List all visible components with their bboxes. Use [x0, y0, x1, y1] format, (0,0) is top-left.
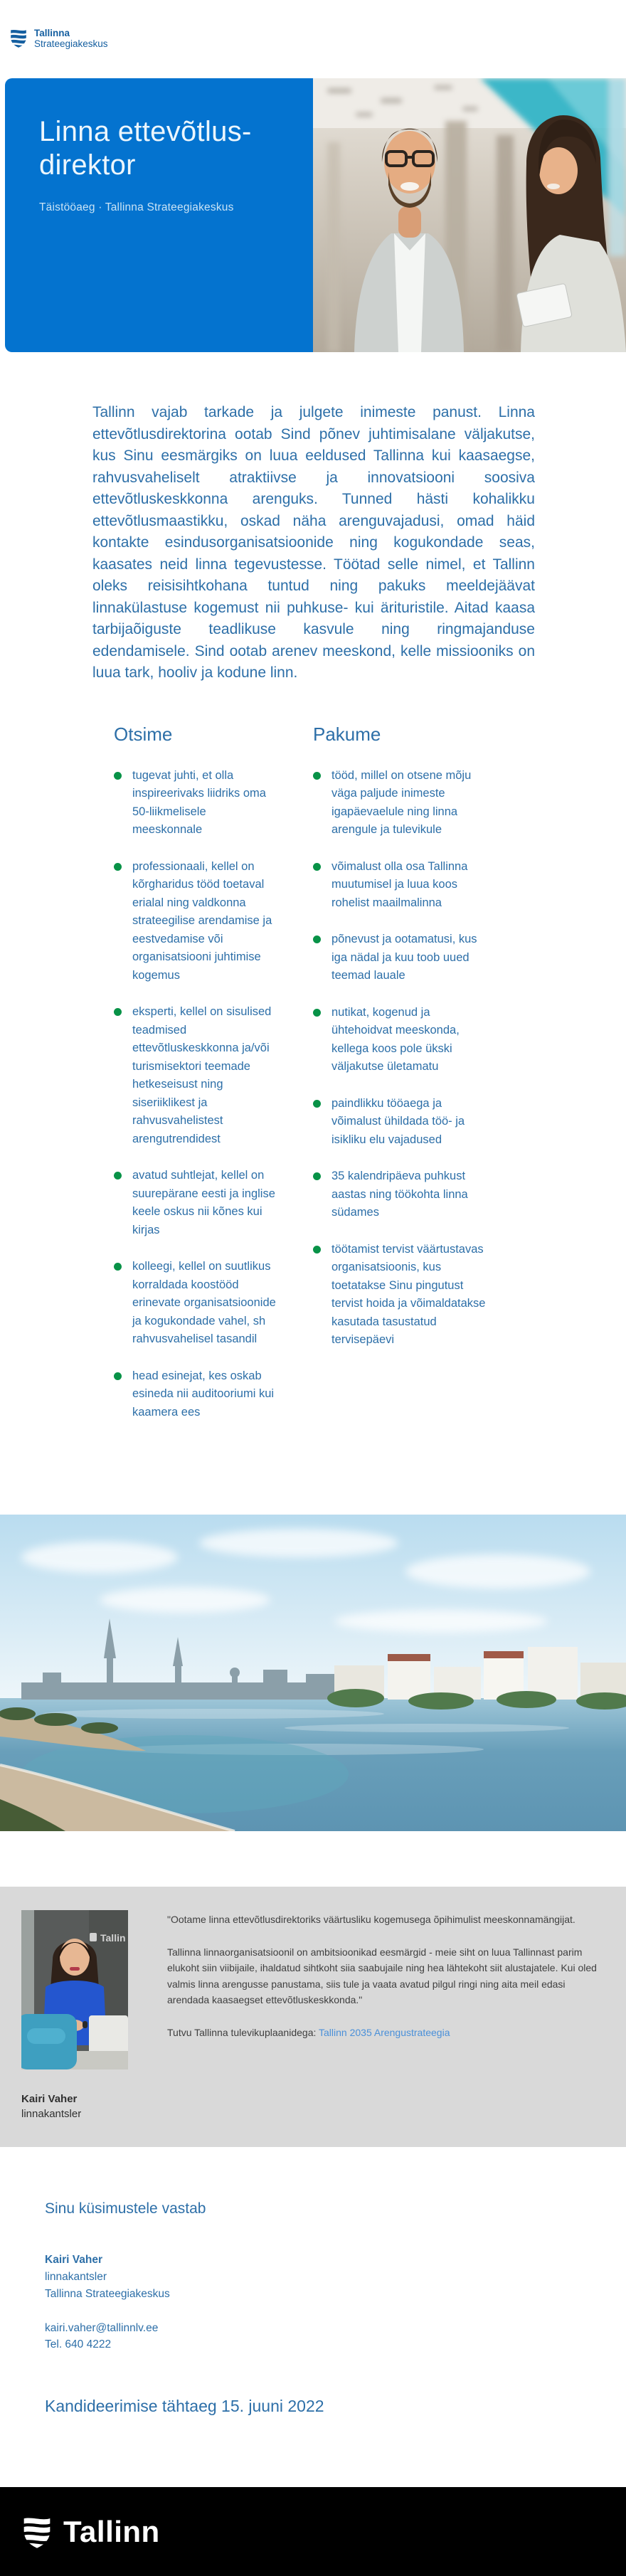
hero-panel: [5, 78, 313, 352]
hero-photo-businesspeople: [313, 78, 626, 352]
quote-paragraph-1: "Ootame linna ettevõtlusdirektoriks väärtusliku kogemusega õpihimulist meeskonnamängijat.: [167, 1914, 575, 1925]
green-dot-icon: [114, 1263, 122, 1271]
contact-phone: Tel. 640 4222: [45, 2338, 112, 2350]
list-item: [114, 858, 279, 985]
header-brand: [9, 27, 626, 49]
otsime-column: [114, 723, 279, 1441]
green-dot-icon: [114, 1372, 122, 1380]
quote-text: [167, 1910, 603, 2120]
green-dot-icon: [313, 863, 321, 871]
job-meta: Täistööaeg · Tallinna Strateegiakeskus: [39, 201, 234, 213]
tallinn-shield-icon: [9, 27, 28, 49]
list-item: [114, 1167, 279, 1239]
job-title-line1: Linna ettevõtlus-: [39, 116, 252, 147]
quote-section: [0, 1887, 626, 2147]
green-dot-icon: [313, 935, 321, 943]
list-item: [114, 1003, 279, 1148]
portrait-photo-kairi-vaher: [21, 1910, 128, 2069]
list-item: [313, 1095, 492, 1150]
list-item: [313, 1241, 492, 1350]
contact-email: kairi.vaher@tallinnlv.ee: [45, 2322, 159, 2334]
green-dot-icon: [313, 1172, 321, 1180]
contact-heading: Sinu küsimustele vastab: [45, 2200, 206, 2217]
green-dot-icon: [114, 1008, 122, 1016]
bullet-text: töötamist tervist väärtustavas organisatsioonis, kus toetatakse Sinu pingutust tervist hoida ja võimaldatakse kasutada tasustatud tervisepäevi: [331, 1242, 486, 1346]
contact-org: Tallinna Strateegiakeskus: [45, 2288, 170, 2300]
brand-name: Tallinna: [34, 28, 70, 38]
contact-details: [45, 2320, 626, 2353]
green-dot-icon: [313, 772, 321, 780]
bullet-text: nutikat, kogenud ja ühtehoidvat meeskonda, kellega koos pole ükski väljakutse ületamatu: [331, 1005, 460, 1073]
bullet-text: põnevust ja ootamatusi, kus iga nädal ja kuu toob uued teemad lauale: [331, 933, 477, 982]
brand-subname: Strateegiakeskus: [34, 38, 108, 49]
site-header: [0, 0, 626, 78]
quote-person: [21, 1910, 128, 2120]
intro-paragraph: Tallinn vajab tarkade ja julgete inimeste panust. Linna ettevõtlusdirektorina ootab Sind põnev juhtimisalane väljakutse, kus Sinu eesmärgiks on luua eeldused Tallinna kui kaasaegse, rahvusvaheliselt atraktiivse ja innovatsiooni soosiva ettevõtluskeskkonna arenguks. Tunned hästi kohalikku ettevõtlusmaastikku, oskad näha arenguvajadusi, omad häid kontakte esindusorganisatsioonide ning kogukondade seas, kaasates neid linna tegevustesse. Töötad selle nimel, et Tallinn oleks reisisihtkohana tuntud ning pakuks meeldejäävat linnakülastuse kogemust nii puhkuse- kui ärituristile. Aitad kaasa tarbijaõiguste teadlikuse kasvule ning ringmajanduse edendamisele. Sind ootab arenev meeskond, kelle missiooniks on luua tark, hooliv ja kodune linn.: [92, 404, 535, 681]
otsime-heading: Otsime: [114, 723, 173, 745]
otsime-list: [114, 767, 279, 1422]
intro-section: [0, 352, 626, 684]
contact-person: [45, 2252, 626, 2303]
contact-title: linnakantsler: [45, 2271, 107, 2283]
quote-person-title: linnakantsler: [21, 2108, 82, 2120]
bullet-text: eksperti, kellel on sisulised teadmised ettevõtluskeskkonna ja/või turismisektori teemade hetkeseisust ning siseriiklikest ja rahvusvahelistest arengutrendidest: [132, 1005, 272, 1145]
bullet-text: kolleegi, kellel on suutlikus korraldada koostööd erinevate organisatsioonide ja kogukondade vahel, sh rahvusvahelisel tasandil: [132, 1260, 276, 1345]
list-item: [313, 931, 492, 985]
list-item: [313, 1167, 492, 1222]
list-item: [313, 767, 492, 839]
city-panorama-photo: [0, 1515, 626, 1831]
quote-paragraph-2: Tallinna linnaorganisatsioonil on ambitsioonikad eesmärgid - meie siht on luua Tallinnast parim elukoht siin viibijaile, ihaldatud sihtkoht siia saabujaile ning hea lähtekoht siit alustajatele. Kui oled valmis linna arengusse panustama, siis tule ja vaata avatud pilgul ringi ning aita meil edasi arendada kaasaegset ettevõtluskeskkonda.": [167, 1946, 597, 2005]
list-item: [313, 858, 492, 913]
bullet-text: avatud suhtlejat, kellel on suurepärane eesti ja inglise keele oskus nii kõnes kui kirjas: [132, 1169, 275, 1236]
job-title: [39, 115, 313, 182]
green-dot-icon: [114, 863, 122, 871]
tallinn-shield-icon: [21, 2514, 53, 2550]
pakume-list: [313, 767, 492, 1350]
quote-cta-prefix: Tutvu Tallinna tulevikuplaanidega:: [167, 2026, 319, 2038]
green-dot-icon: [114, 772, 122, 780]
list-item: [114, 1258, 279, 1349]
job-title-line2: direktor: [39, 149, 136, 181]
pakume-heading: Pakume: [313, 723, 381, 745]
bullet-text: võimalust olla osa Tallinna muutumisel ja luua koos rohelist maailmalinna: [331, 859, 468, 909]
bullet-text: tööd, millel on otsene mõju väga paljude inimeste igapäevaelule ning linna arengule ja tulevikule: [331, 768, 472, 836]
list-item: [313, 1004, 492, 1076]
list-item: [114, 767, 279, 839]
bullet-text: head esinejat, kes oskab esineda nii auditooriumi kui kaamera ees: [132, 1369, 275, 1419]
quote-cta: [167, 2025, 603, 2041]
strategy-link[interactable]: Tallinn 2035 Arengustrateegia: [319, 2026, 450, 2038]
green-dot-icon: [313, 1009, 321, 1017]
contact-section: [0, 2147, 626, 2416]
bullet-text: paindlikku tööaega ja võimalust ühildada töö- ja isikliku elu vajadused: [331, 1096, 465, 1146]
bullet-text: tugevat juhti, et olla inspireerivaks liidriks oma 50-liikmelisele meeskonnale: [132, 768, 266, 836]
hero-section: [0, 78, 626, 352]
application-deadline: Kandideerimise tähtaeg 15. juuni 2022: [45, 2397, 324, 2415]
header-brand-text: [34, 27, 108, 49]
bullet-text: 35 kalendripäeva puhkust aastas ning töökohta linna südames: [331, 1170, 468, 1219]
list-item: [114, 1367, 279, 1422]
site-footer: [0, 2487, 626, 2576]
footer-brand-text: Tallinn: [63, 2514, 160, 2548]
contact-name: Kairi Vaher: [45, 2254, 102, 2266]
green-dot-icon: [114, 1172, 122, 1180]
green-dot-icon: [313, 1246, 321, 1253]
bullet-text: professionaali, kellel on kõrgharidus tööd toetaval erialal ning valdkonna strateegilise arendamise ja eestvedamise või organisatsiooni juhtimise kogemus: [132, 859, 272, 982]
green-dot-icon: [313, 1100, 321, 1108]
pakume-column: [313, 723, 492, 1441]
svg-text:Tallin: Tallin: [100, 1932, 126, 1944]
requirements-offer-section: [0, 684, 626, 1441]
quote-person-name: Kairi Vaher: [21, 2093, 78, 2105]
